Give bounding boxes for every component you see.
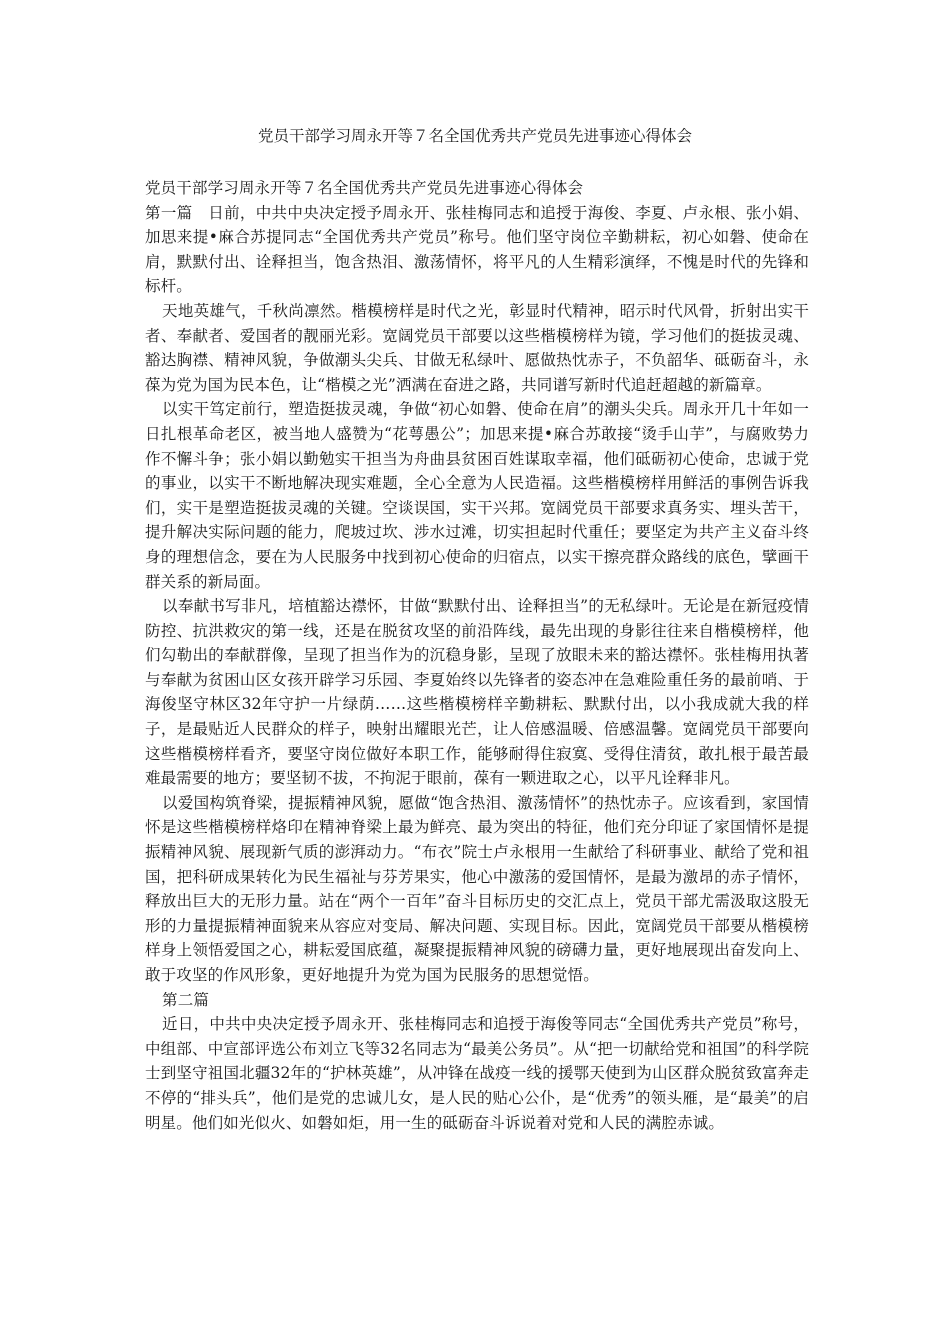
paragraph-5: 以爱国构筑脊梁，提振精神风貌，愿做“饱含热泪、激荡情怀”的热忱赤子。应该看到，家国情怀是这些楷模榜样烙印在精神脊梁上最为鲜亮、最为突出的特征，他们充分印证了家国情怀是提振精神风貌、展现新气质的澎湃动力。“布衣”院士卢永根用一生献给了科研事业、献给了党和祖国，把科研成果转化为民生福祉与芬芳果实，他心中激荡的爱国情怀，是最为激昂的赤子情怀，释放出巨大的无形力量。站在“两个一百年”奋斗目标历史的交汇点上，党员干部尤需汲取这股无形的力量提振精神面貌来从容应对变局、解决问题、实现目标。因此，宽阔党员干部要从楷模榜样身上领悟爱国之心，耕耘爱国底蕴，凝聚提振精神风貌的磅礴力量，更好地展现出奋发向上、敢于攻坚的作风形象，更好地提升为党为国为民服务的思想觉悟。 <box>145 793 809 984</box>
document-subtitle: 党员干部学习周永开等７名全国优秀共产党员先进事迹心得体会 <box>145 179 584 197</box>
document-body <box>145 176 809 1135</box>
paragraph-6: 近日，中共中央决定授予周永开、张桂梅同志和追授于海俊等同志“全国优秀共产党员”称号，中组部、中宣部评选公布刘立飞等32名同志为“最美公务员”。从“把一切献给党和祖国”的科学院士到坚守祖国北疆32年的“护林英雄”，从冲锋在战疫一线的援鄂天使到为山区群众脱贫致富奔走不停的“排头兵”，他们是党的忠诚儿女，是人民的贴心公仆，是“优秀”的领头雁，是“最美”的启明星。他们如光似火、如磐如炬，用一生的砥砺奋斗诉说着对党和人民的满腔赤诚。 <box>145 1015 809 1132</box>
paragraph-3: 以实干笃定前行，塑造挺拔灵魂，争做“初心如磐、使命在肩”的潮头尖兵。周永开几十年如一日扎根革命老区，被当地人盛赞为“花萼愚公”；加思来提•麻合苏敢接“烫手山芋”，与腐败势力作不懈斗争；张小娟以勤勉实干担当为舟曲县贫困百姓谋取幸福，他们砥砺初心使命，忠诚于党的事业，以实干不断地解决现实难题，全心全意为人民造福。这些楷模榜样用鲜活的事例告诉我们，实干是塑造挺拔灵魂的关键。空谈误国，实干兴邦。宽阔党员干部要求真务实、埋头苦干，提升解决实际问题的能力，爬坡过坎、涉水过滩，切实担起时代重任；要坚定为共产主义奋斗终身的理想信念，要在为人民服务中找到初心使命的归宿点，以实干擦亮群众路线的底色，擘画干群关系的新局面。 <box>145 400 809 591</box>
paragraph-4: 以奉献书写非凡，培植豁达襟怀，甘做“默默付出、诠释担当”的无私绿叶。无论是在新冠疫情防控、抗洪救灾的第一线，还是在脱贫攻坚的前沿阵线，最先出现的身影往往来自楷模榜样，他们勾勒出的奉献群像，呈现了担当作为的沉稳身影，呈现了放眼未来的豁达襟怀。张桂梅用执著与奉献为贫困山区女孩开辟学习乐园、李夏始终以先锋者的姿态冲在急难险重任务的最前哨、于海俊坚守林区32年守护一片绿荫……这些楷模榜样辛勤耕耘、默默付出，以小我成就大我的样子，是最贴近人民群众的样子，映射出耀眼光芒，让人倍感温暖、倍感温馨。宽阔党员干部要向这些楷模榜样看齐，要坚守岗位做好本职工作，能够耐得住寂寞、受得住清贫，敢扎根于最苦最难最需要的地方；要坚韧不拔，不拘泥于眼前，葆有一颗进取之心，以平凡诠释非凡。 <box>145 597 809 788</box>
document-title: 党员干部学习周永开等７名全国优秀共产党员先进事迹心得体会 <box>257 127 692 145</box>
paragraph-2: 天地英雄气，千秋尚凛然。楷模榜样是时代之光，彰显时代精神，昭示时代风骨，折射出实干者、奉献者、爱国者的靓丽光彩。宽阔党员干部要以这些楷模榜样为镜，学习他们的挺拔灵魂、豁达胸襟、精神风貌，争做潮头尖兵、甘做无私绿叶、愿做热忱赤子，不负韶华、砥砺奋斗，永葆为党为国为民本色，让“楷模之光”洒满在奋进之路，共同谱写新时代追赶超越的新篇章。 <box>145 301 809 394</box>
section-heading-2: 第二篇 <box>162 990 209 1009</box>
paragraph-1: 第一篇 日前，中共中央决定授予周永开、张桂梅同志和追授于海俊、李夏、卢永根、张小娟、加思来提•麻合苏提同志“全国优秀共产党员”称号。他们坚守岗位辛勤耕耘，初心如磐、使命在肩，默默付出、诠释担当，饱含热泪、激荡情怀，将平凡的人生精彩演绎，不愧是时代的先锋和标杆。 <box>145 203 809 296</box>
